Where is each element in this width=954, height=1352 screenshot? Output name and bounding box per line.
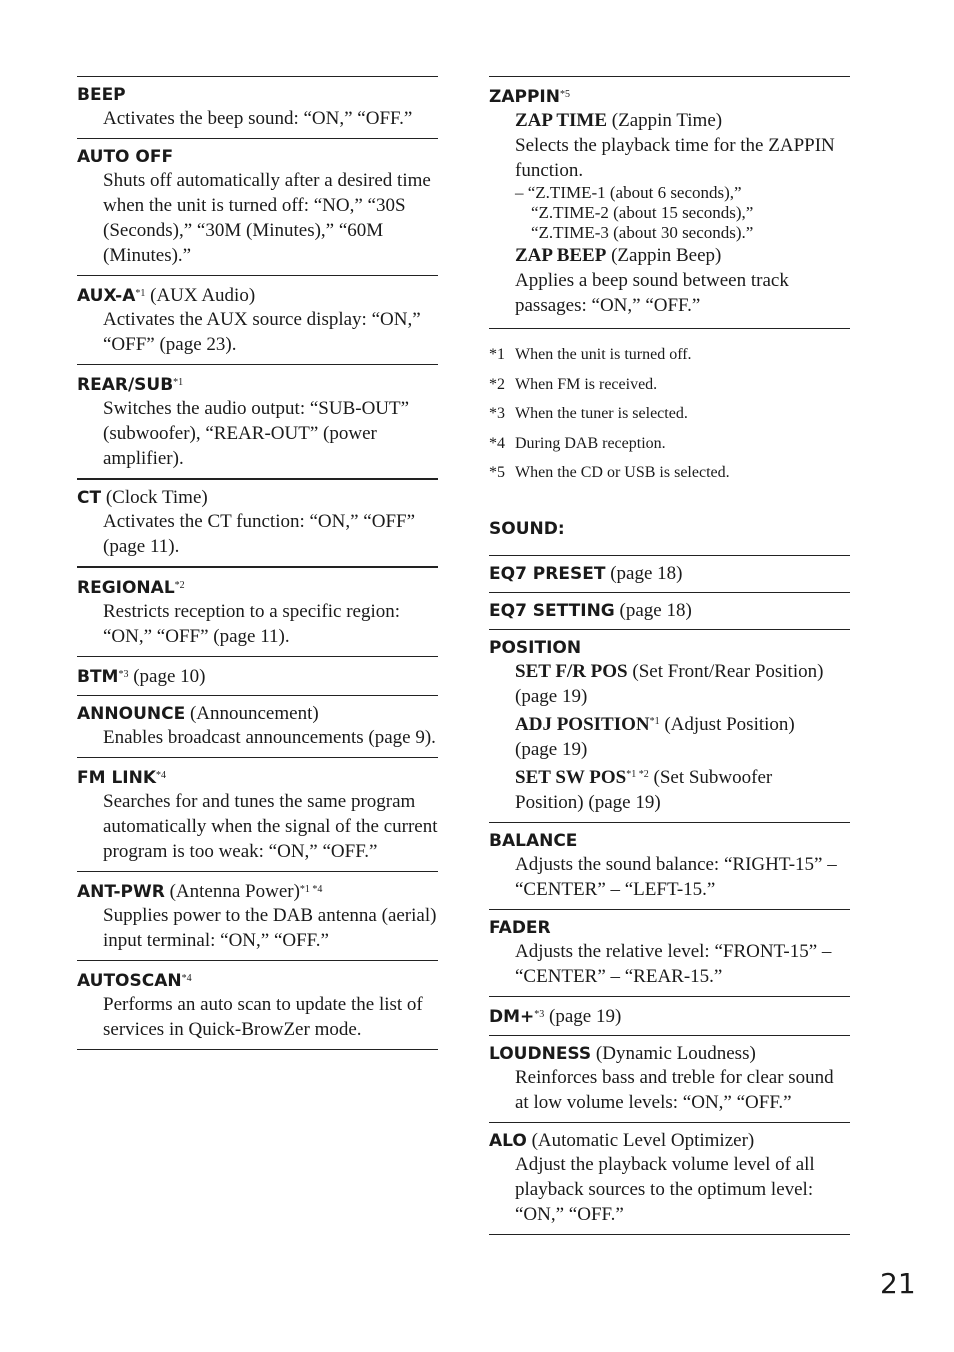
entry-name: EQ7 SETTING (489, 601, 615, 621)
menu-entry-auto-off (77, 138, 438, 275)
entry-subtitle: (page 18) (614, 600, 692, 621)
sub-entry-subtitle: (Adjust Position) (659, 714, 795, 735)
sub-entry-set-sw-pos (515, 762, 850, 790)
entry-title (77, 84, 438, 106)
left-column (77, 76, 438, 1050)
entry-description: Activates the CT function: “ON,” “OFF” (page 11). (103, 511, 416, 557)
entry-title (489, 637, 850, 659)
sub-entry-name: SET SW POS (515, 767, 627, 788)
footnote-mark: *3 (489, 405, 505, 422)
footnote-ref: *5 (559, 89, 570, 100)
entry-subtitle: (page 19) (544, 1006, 622, 1027)
entry-title (489, 84, 850, 108)
footnote-ref: *4 (181, 973, 192, 984)
entry-title (489, 1004, 850, 1028)
sub-entry-adj-position (515, 709, 850, 737)
menu-entry-autoscan (77, 960, 438, 1050)
sub-entry-subtitle: (Set Front/Rear Position) (627, 661, 824, 682)
entry-subtitle: (Automatic Level Optimizer) (526, 1130, 755, 1151)
entry-subtitle: (Dynamic Loudness) (591, 1043, 756, 1064)
footnote (489, 375, 850, 395)
menu-entry-announce (77, 695, 438, 757)
page-number: 21 (880, 1267, 916, 1300)
entry-name: BEEP (77, 85, 126, 105)
entry-name: BALANCE (489, 831, 578, 851)
footnote-text: When FM is received. (515, 375, 658, 393)
menu-entry-btm (77, 656, 438, 695)
entry-name: ANNOUNCE (77, 704, 186, 724)
entry-description: Activates the beep sound: “ON,” “OFF.” (103, 108, 413, 129)
menu-entry-position (489, 629, 850, 822)
entry-name: AUX-A (77, 286, 136, 306)
sub-entry-set-fr-pos (515, 659, 850, 684)
sub-entry-name: SET F/R POS (515, 661, 628, 682)
menu-entry-eq7-setting (489, 592, 850, 629)
entry-name: REGIONAL (77, 578, 175, 598)
entry-name: ZAPPIN (489, 87, 560, 107)
sub-entry-description: Selects the playback time for the ZAPPIN function. (515, 135, 835, 181)
option-list (515, 183, 850, 243)
footnote-ref: *3 (118, 669, 129, 680)
menu-entry-ant-pwr (77, 871, 438, 960)
entry-name: AUTO OFF (77, 147, 174, 167)
footnote-mark: *2 (489, 375, 505, 393)
entry-description: Switches the audio output: “SUB-OUT” (subwoofer), “REAR-OUT” (power amplifier). (103, 398, 410, 469)
footnote-text: When the tuner is selected. (515, 405, 688, 422)
footnote-mark: *4 (489, 434, 505, 452)
menu-entry-eq7-preset (489, 555, 850, 592)
entry-subtitle: (Antenna Power) (164, 881, 300, 902)
entry-subtitle: (page 18) (605, 563, 683, 584)
sub-entry-name: ZAP BEEP (515, 245, 607, 266)
entry-name: ALO (489, 1131, 527, 1151)
footnote (489, 404, 850, 424)
entry-title (77, 575, 438, 599)
entry-title (489, 1130, 850, 1152)
footnote-ref: *1 (135, 288, 146, 299)
sub-entry-subtitle: (Zappin Time) (607, 110, 723, 131)
entry-description: Reinforces bass and treble for clear sound at low volume levels: “ON,” “OFF.” (515, 1067, 834, 1113)
entry-description: Activates the AUX source display: “ON,” “OFF” (page 23). (103, 309, 421, 355)
entry-subtitle: (AUX Audio) (145, 285, 256, 306)
footnote-ref: *4 (156, 770, 167, 781)
entry-title (77, 283, 438, 307)
entry-name: FM LINK (77, 768, 157, 788)
entry-name: FADER (489, 918, 551, 938)
menu-entry-beep (77, 76, 438, 138)
entry-title (77, 146, 438, 168)
sub-entry-page-ref: (page 19) (515, 739, 588, 760)
entry-name: LOUDNESS (489, 1044, 592, 1064)
option-item: “Z.TIME-3 (about 30 seconds).” (531, 223, 754, 242)
footnote (489, 463, 850, 483)
sub-entry-description: Applies a beep sound between track passages: “ON,” “OFF.” (515, 270, 789, 316)
footnote-ref: *1 (173, 377, 184, 388)
section-heading-sound: SOUND: (489, 519, 565, 539)
menu-entry-fm-link (77, 757, 438, 871)
entry-title (489, 1043, 850, 1065)
footnote (489, 345, 850, 365)
entry-name: DM+ (489, 1007, 535, 1027)
entry-description: Performs an auto scan to update the list of services in Quick-BrowZer mode. (103, 994, 423, 1040)
entry-name: BTM (77, 667, 119, 687)
sub-entry-page-ref: (page 19) (515, 686, 588, 707)
footnote-text: During DAB reception. (515, 434, 666, 452)
right-column (489, 76, 850, 1235)
menu-entry-fader (489, 909, 850, 996)
entry-description: Adjusts the relative level: “FRONT-15” – “CENTER” – “REAR-15.” (515, 941, 832, 987)
sub-entry-subtitle: (Set Subwoofer (648, 767, 773, 788)
entry-title (77, 664, 438, 688)
footnote (489, 434, 850, 454)
footnote-text: When the unit is turned off. (515, 346, 692, 363)
entry-name: ANT-PWR (77, 882, 165, 902)
sub-entry-page-ref: Position) (page 19) (515, 792, 661, 813)
entry-title (77, 372, 438, 396)
sub-entry-zap-beep (515, 243, 850, 268)
entry-name: CT (77, 488, 102, 508)
menu-entry-aux-a (77, 275, 438, 364)
option-item: “Z.TIME-2 (about 15 seconds),” (531, 203, 754, 222)
entry-title (77, 765, 438, 789)
entry-title (77, 879, 438, 903)
entry-title (77, 487, 438, 509)
sub-entry-zap-time (515, 108, 850, 133)
entry-description: Adjust the playback volume level of all playback sources to the optimum level: “ON,” “OFF.” (515, 1154, 815, 1225)
entry-title (489, 917, 850, 939)
footnotes (489, 328, 850, 483)
entry-description: Enables broadcast announcements (page 9). (103, 727, 436, 748)
footnote-ref: *1 *2 (626, 769, 649, 780)
sub-entry-subtitle: (Zappin Beep) (606, 245, 722, 266)
footnote-ref: *3 (534, 1009, 545, 1020)
sub-entry-name: ADJ POSITION (515, 714, 650, 735)
entry-name: POSITION (489, 638, 582, 658)
menu-entry-dm-plus (489, 996, 850, 1035)
footnote-text: When the CD or USB is selected. (515, 464, 730, 481)
menu-entry-rear-sub (77, 364, 438, 478)
entry-name: AUTOSCAN (77, 971, 182, 991)
entry-name: REAR/SUB (77, 375, 174, 395)
menu-entry-zappin (489, 76, 850, 328)
entry-description: Restricts reception to a specific region: “ON,” “OFF” (page 11). (103, 601, 401, 647)
entry-title (489, 830, 850, 852)
entry-subtitle: (page 10) (128, 666, 206, 687)
menu-entry-regional (77, 566, 438, 656)
entry-title (489, 563, 850, 585)
entry-subtitle: (Clock Time) (101, 487, 208, 508)
footnote-mark: *5 (489, 464, 505, 481)
entry-description: Adjusts the sound balance: “RIGHT-15” – “CENTER” – “LEFT-15.” (515, 854, 837, 900)
footnote-ref: *1 (649, 716, 660, 727)
entry-title (489, 600, 850, 622)
footnote-ref: *2 (174, 580, 185, 591)
menu-entry-loudness (489, 1035, 850, 1122)
sub-entry-name: ZAP TIME (515, 110, 608, 131)
footnote-ref: *1 *4 (299, 884, 323, 895)
entry-subtitle: (Announcement) (185, 703, 319, 724)
entry-title (77, 703, 438, 725)
footnote-mark: *1 (489, 346, 505, 363)
entry-description: Searches for and tunes the same program automatically when the signal of the current program is too weak: “ON,” “OFF.” (103, 791, 438, 862)
entry-description: Supplies power to the DAB antenna (aerial) input terminal: “ON,” “OFF.” (103, 905, 437, 951)
entry-name: EQ7 PRESET (489, 564, 606, 584)
option-item: – “Z.TIME-1 (about 6 seconds),” (515, 183, 742, 202)
menu-entry-balance (489, 822, 850, 909)
entry-title (77, 968, 438, 992)
menu-entry-ct (77, 478, 438, 566)
menu-entry-alo (489, 1122, 850, 1235)
entry-description: Shuts off automatically after a desired time when the unit is turned off: “NO,” “30S (Seconds),” “30M (Minutes),” “60M (Minutes).” (103, 170, 431, 266)
